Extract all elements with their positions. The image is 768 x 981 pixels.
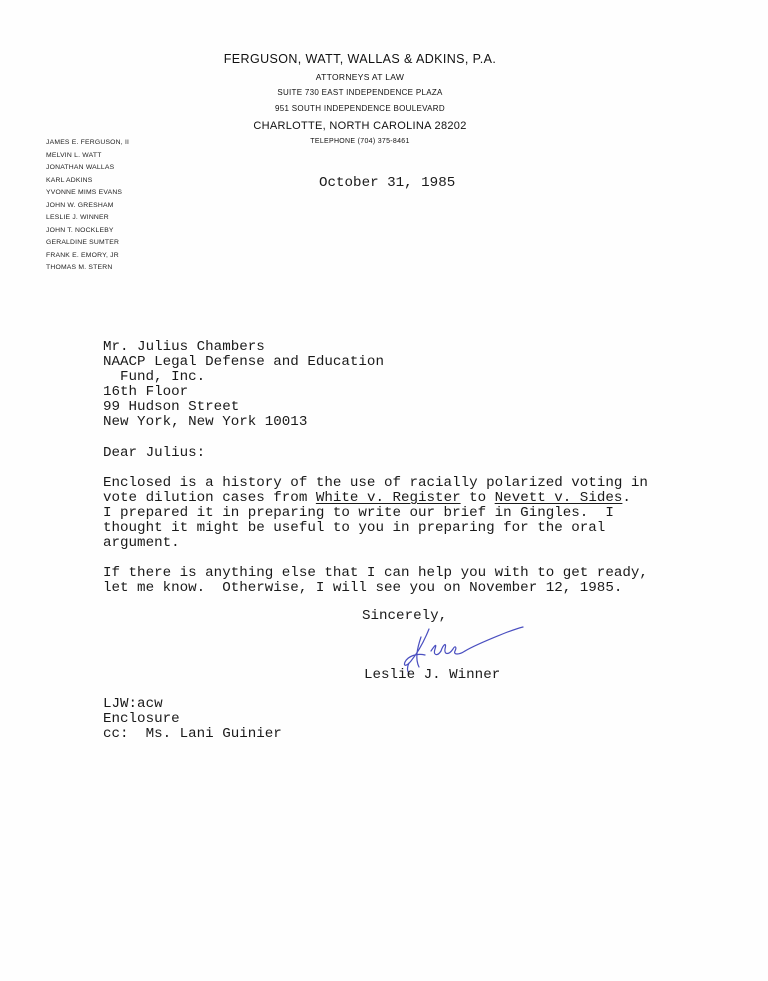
closing: Sincerely, (362, 608, 448, 624)
firm-name: FERGUSON, WATT, WALLAS & ADKINS, P.A. (223, 52, 497, 66)
recipient-floor: 16th Floor (103, 384, 189, 400)
firm-address-line1: SUITE 730 EAST INDEPENDENCE PLAZA (277, 88, 443, 97)
partner-name: MELVIN L. WATT (46, 151, 102, 159)
partner-name: THOMAS M. STERN (46, 264, 113, 271)
partner-name: JOHN W. GRESHAM (46, 201, 114, 209)
partner-name: JOHN T. NOCKLEBY (46, 226, 114, 234)
firm-city: CHARLOTTE, NORTH CAROLINA 28202 (253, 120, 467, 132)
firm-telephone: TELEPHONE (704) 375-8461 (310, 138, 410, 145)
salutation: Dear Julius: (103, 445, 206, 461)
signer-name: Leslie J. Winner (364, 667, 501, 683)
body-p1-line2-post: . (622, 490, 631, 506)
partner-name: YVONNE MIMS EVANS (46, 189, 123, 196)
body-p1-line4: thought it might be useful to you in preparing for the oral (103, 520, 606, 536)
body-p1-line5: argument. (103, 535, 180, 551)
partner-name: JAMES E. FERGUSON, II (46, 139, 130, 146)
typist-initials: LJW:acw (103, 696, 163, 712)
recipient-street: 99 Hudson Street (103, 399, 240, 415)
firm-tagline: ATTORNEYS AT LAW (315, 72, 405, 82)
body-p1-line2-pre: vote dilution cases from (103, 490, 316, 506)
body-p2-line1: If there is anything else that I can help you with to get ready, (103, 565, 648, 581)
partner-list (46, 137, 129, 275)
firm-address-line2: 951 SOUTH INDEPENDENCE BOULEVARD (275, 104, 445, 113)
recipient-city: New York, New York 10013 (103, 414, 308, 430)
body-p1-line3: I prepared it in preparing to write our brief in Gingles. I (103, 505, 614, 521)
letter-date: October 31, 1985 (319, 175, 456, 191)
partner-name: KARL ADKINS (46, 176, 93, 184)
body-p1-line2-mid: to (460, 490, 495, 506)
cc-line: cc: Ms. Lani Guinier (103, 726, 282, 742)
case-citation-white-v-register: White v. Register (315, 490, 461, 506)
recipient-name: Mr. Julius Chambers (103, 339, 265, 355)
recipient-org-line2: Fund, Inc. (120, 369, 206, 385)
body-p1-line1: Enclosed is a history of the use of racially polarized voting in (103, 475, 648, 491)
partner-name: LESLIE J. WINNER (46, 214, 109, 221)
enclosure-note: Enclosure (103, 711, 180, 727)
case-citation-nevett-v-sides: Nevett v. Sides (494, 490, 623, 506)
recipient-org-line1: NAACP Legal Defense and Education (103, 354, 384, 370)
partner-name: JONATHAN WALLAS (46, 164, 115, 171)
body-p2-line2: let me know. Otherwise, I will see you on November 12, 1985. (103, 580, 623, 596)
partner-name: GERALDINE SUMTER (46, 239, 120, 246)
partner-name: FRANK E. EMORY, JR (46, 251, 119, 259)
